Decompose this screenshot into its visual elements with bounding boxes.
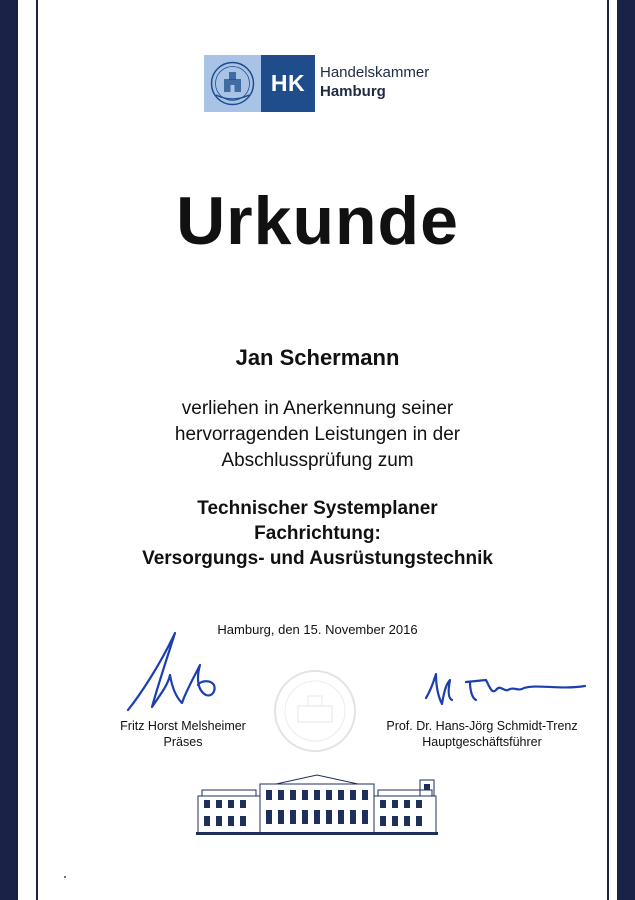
speck <box>64 876 66 878</box>
logo-hk-text: HK <box>270 70 306 96</box>
recipient-name: Jan Schermann <box>235 345 400 370</box>
logo-hk-mark <box>261 55 315 112</box>
embossed-seal <box>272 668 358 754</box>
qualification-line: Versorgungs- und Ausrüstungstechnik <box>142 548 493 569</box>
chamber-seal-icon <box>204 55 261 112</box>
description <box>0 396 635 474</box>
signatory-name: Fritz Horst Melsheimer <box>120 719 246 733</box>
logo-wordmark <box>320 63 429 101</box>
description-line: hervorragenden Leistungen in der <box>174 424 461 445</box>
signatory-right <box>372 718 592 750</box>
description-line: verliehen in Anerkennung seiner <box>181 398 454 419</box>
signature-right <box>420 668 595 713</box>
description-line: Abschlussprüfung zum <box>221 450 414 471</box>
qualification <box>0 496 635 571</box>
signatory-name: Prof. Dr. Hans-Jörg Schmidt-Trenz <box>386 719 578 733</box>
chamber-logo <box>204 55 434 112</box>
place-and-date: Hamburg, den 15. November 2016 <box>217 622 418 637</box>
certificate-title: Urkunde <box>176 183 459 259</box>
chamber-building-illustration <box>196 774 438 836</box>
logo-name-line-1: Handelskammer <box>320 64 430 81</box>
qualification-line: Fachrichtung: <box>254 523 381 544</box>
signatory-role: Hauptgeschäftsführer <box>422 735 542 749</box>
qualification-line: Technischer Systemplaner <box>197 498 438 519</box>
signatory-role: Präses <box>163 735 203 749</box>
signatory-left <box>88 718 278 750</box>
signature-left <box>120 625 230 715</box>
logo-name-line-2: Hamburg <box>320 83 386 100</box>
